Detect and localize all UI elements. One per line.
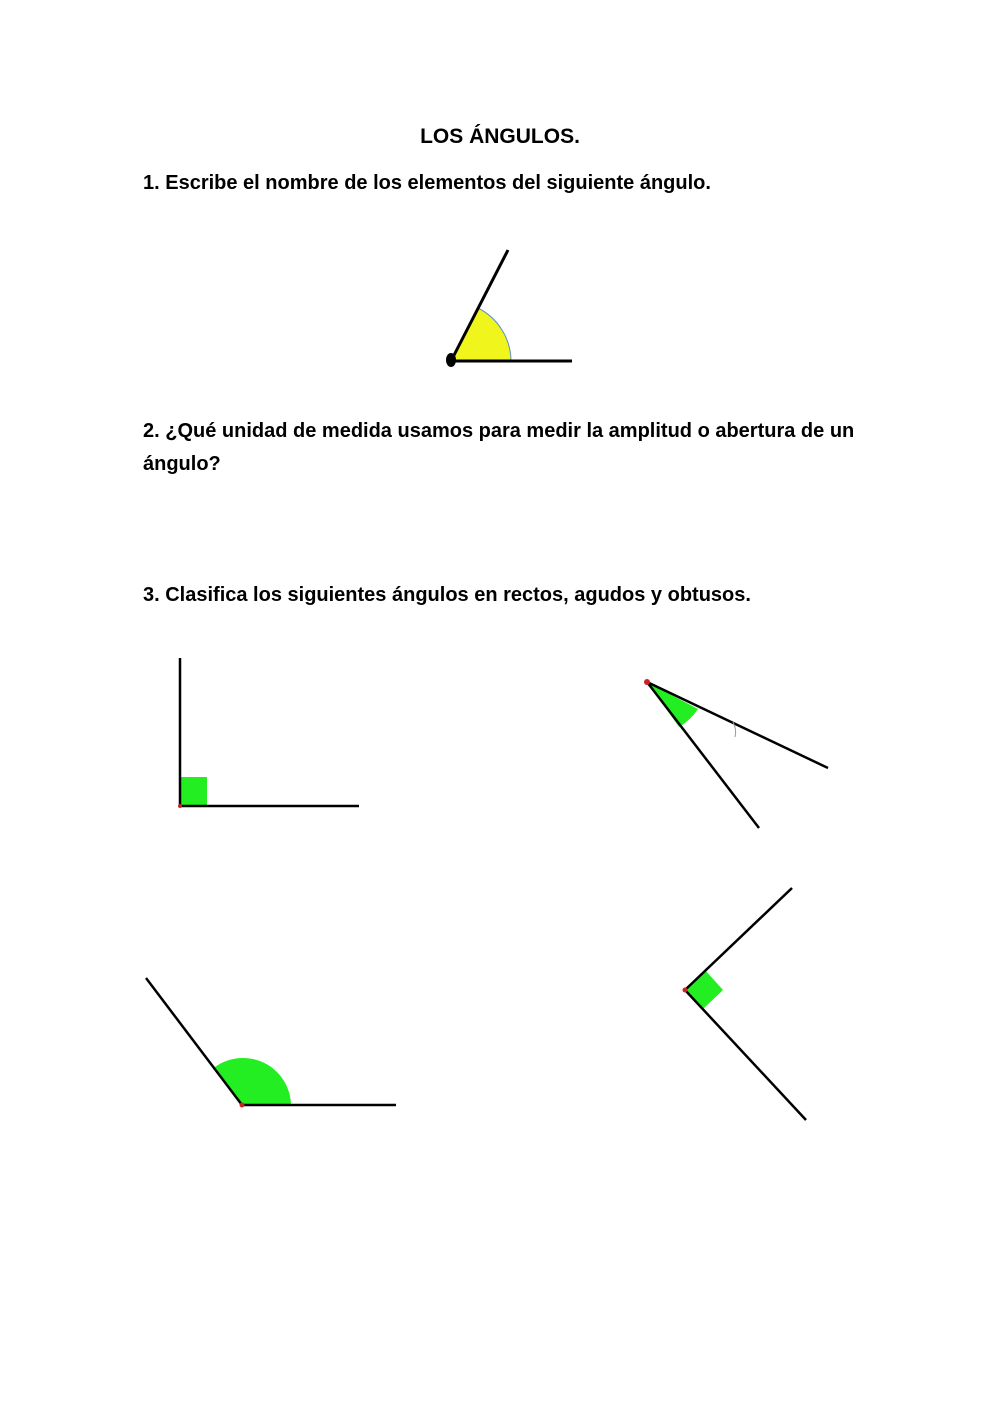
obtuse-angle-vertex [240, 1103, 245, 1108]
right-angle-vertex [178, 804, 182, 808]
acute-angle-upper-side [647, 682, 828, 768]
angle-vertex-dot [446, 353, 456, 367]
rotated-right-angle-lower-side [685, 990, 806, 1120]
rotated-right-angle-mark [685, 970, 723, 1009]
rotated-right-angle-vertex [683, 988, 688, 993]
angle-elements-diagram [446, 250, 572, 367]
right-angle-diagram [178, 658, 359, 808]
obtuse-angle-oblique-side [146, 978, 242, 1105]
angle-arc-yellow [451, 308, 511, 361]
acute-angle-lower-side [647, 682, 759, 828]
acute-angle-diagram [644, 679, 828, 828]
obtuse-angle-diagram [146, 978, 396, 1108]
question-1: 1. Escribe el nombre de los elementos del siguiente ángulo. [143, 172, 711, 194]
acute-angle-vertex [644, 679, 650, 685]
question-2: 2. ¿Qué unidad de medida usamos para medir la amplitud o abertura de un ángulo? [143, 420, 855, 475]
right-angle-rotated-diagram [683, 888, 807, 1120]
question-3: 3. Clasifica los siguientes ángulos en rectos, agudos y obtusos. [143, 584, 751, 606]
rotated-right-angle-upper-side [685, 888, 792, 990]
obtuse-angle-mark [215, 1058, 291, 1105]
right-angle-mark [180, 777, 207, 806]
page-title: LOS ÁNGULOS. [420, 125, 580, 148]
acute-angle-mark [647, 682, 698, 727]
